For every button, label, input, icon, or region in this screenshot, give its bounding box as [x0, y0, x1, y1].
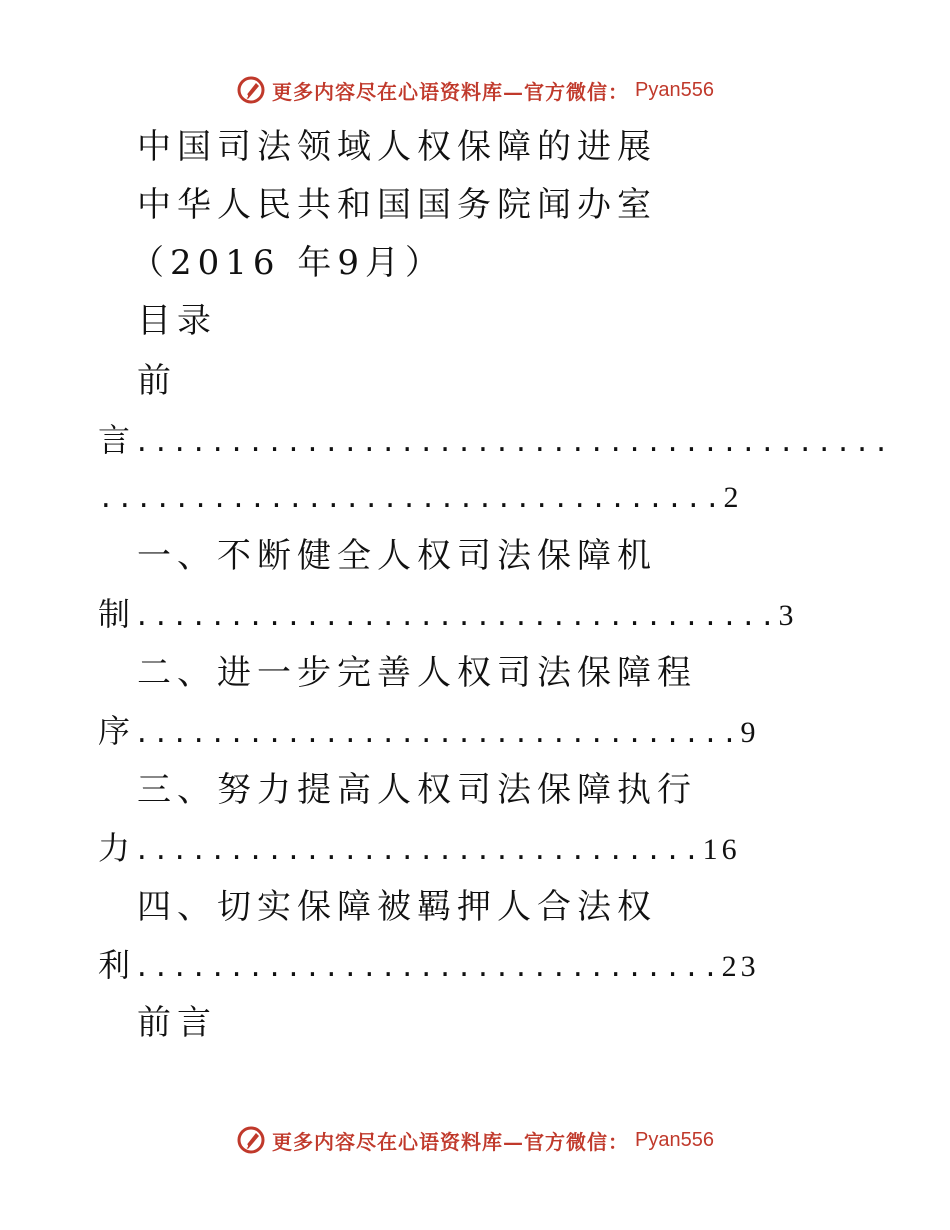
pen-logo-icon [236, 75, 266, 105]
toc-entry-heading[interactable]: 四、切实保障被羁押人合法权 [137, 887, 657, 927]
toc-leader-dots: ........................................ [134, 428, 893, 458]
toc-entry-tail: 利 [98, 946, 135, 984]
header-banner [0, 70, 950, 110]
banner-text: 更多内容尽在心语资料库—官方微信： [272, 79, 630, 104]
toc-entry-tail: 序 [98, 712, 135, 750]
toc-entry-tail-line[interactable] [98, 594, 797, 637]
toc-page-number: 3 [778, 599, 798, 632]
toc-leader-dots: ................................. [98, 484, 724, 514]
toc-leader-dots: ............................... [134, 953, 722, 983]
document-issuer: 中华人民共和国国务院闻办室 [137, 185, 657, 225]
footer-banner [0, 1120, 950, 1160]
preface-label-line2: 言 [98, 421, 135, 459]
toc-entry-preface-line3[interactable] [98, 478, 742, 519]
toc-entry-heading[interactable]: 二、进一步完善人权司法保障程 [137, 653, 697, 693]
toc-leader-dots: .............................. [134, 836, 703, 866]
toc-page-number: 9 [740, 716, 760, 749]
toc-heading: 目录 [137, 301, 217, 341]
document-title: 中国司法领域人权保障的进展 [137, 127, 657, 167]
toc-entry-heading[interactable]: 三、努力提高人权司法保障执行 [137, 770, 697, 810]
toc-entry-tail-line[interactable] [98, 945, 760, 988]
toc-entry-heading[interactable]: 一、不断健全人权司法保障机 [137, 536, 657, 576]
toc-entry-tail-line[interactable] [98, 828, 741, 871]
toc-page-number: 16 [702, 833, 741, 866]
toc-entry-tail: 制 [98, 595, 135, 633]
toc-entry-tail: 力 [98, 829, 135, 867]
toc-leader-dots: .................................. [134, 602, 779, 632]
toc-leader-dots: ................................ [134, 719, 741, 749]
pen-logo-icon [236, 1125, 266, 1155]
section-heading: 前言 [137, 1003, 217, 1043]
banner-text: 更多内容尽在心语资料库—官方微信： [272, 1129, 630, 1154]
document-date: （2016 年9月） [130, 243, 445, 283]
toc-page-number: 2 [723, 481, 743, 514]
toc-entry-preface-line2[interactable] [98, 420, 892, 463]
preface-label-line1: 前 [137, 361, 177, 401]
toc-page-number: 23 [721, 950, 760, 983]
banner-wechat-id: Pyan556 [635, 1128, 714, 1151]
toc-entry-tail-line[interactable] [98, 711, 760, 754]
banner-wechat-id: Pyan556 [635, 78, 714, 101]
